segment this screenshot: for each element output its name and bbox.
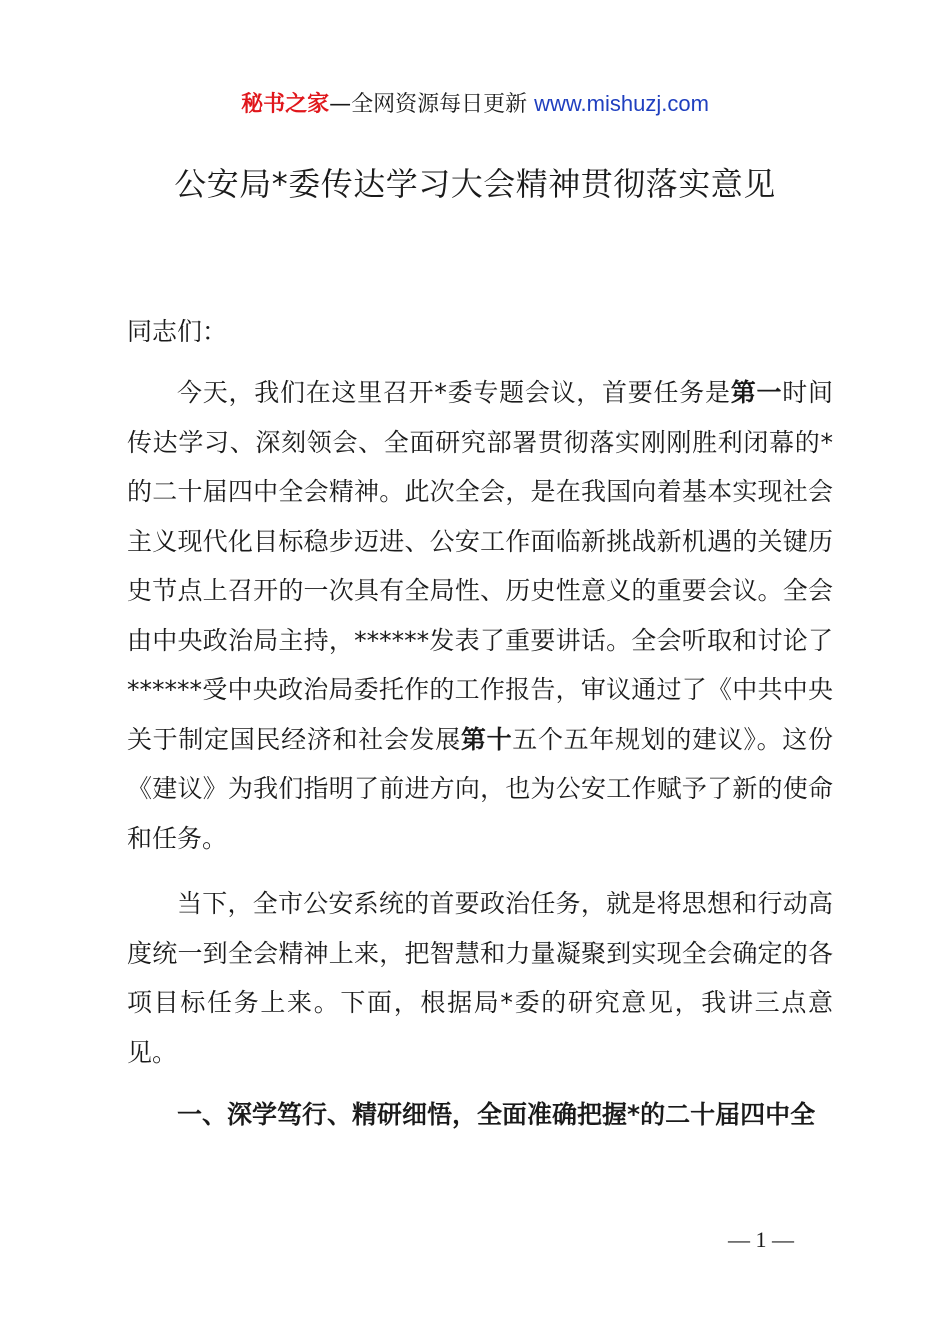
site-header [0,88,950,121]
document-title: 公安局*委传达学习大会精神贯彻落实意见 [174,165,776,203]
paragraph-task: 当下，全市公安系统的首要政治任务，就是将思想和行动高度统一到全会精神上来，把智慧和力量凝聚到实现全会确定的各项目标任务上来。下面，根据局*委的研究意见，我讲三点意见。 [127,889,833,1067]
paragraph-intro-text-2: 时间传达学习、深刻领会、全面研究部署贯彻落实刚刚胜利闭幕的*的二十届四中全会精神。此次全会，是在我国向着基本实现社会主义现代化目标稳步迈进、公安工作面临新挑战新机遇的关键历史节点上召开的一次具有全局性、历史性意义的重要会议。全会由中央政治局主持，******发表了重要讲话。全会听取和讨论了******受中央政治局委托作的工作报告，审议通过了《中共中央关于制定国民经济和社会发展 [127,378,833,754]
paragraph-intro [127,368,833,863]
site-url-link[interactable]: www.mishuzj.com [534,91,709,116]
greeting: 同志们： [127,317,228,346]
paragraph-intro-text-3: 五个五年规划的建议》。这份《建议》为我们指明了前进方向，也为公安工作赋予了新的使命和任务。 [127,724,833,853]
site-brand: 秘书之家 [241,92,330,117]
paragraph-intro-text-1: 今天，我们在这里召开*委专题会议，首要任务是 [177,378,731,407]
site-tagline: —全网资源每日更新 [329,92,535,117]
paragraph-intro-bold-2: 第十 [460,724,513,754]
section-heading-1: 一、深学笃行、精研细悟，全面准确把握*的二十届四中全 [177,1100,816,1129]
page-number: — 1 — [728,1227,794,1252]
paragraph-intro-bold-1: 第一 [730,378,783,407]
